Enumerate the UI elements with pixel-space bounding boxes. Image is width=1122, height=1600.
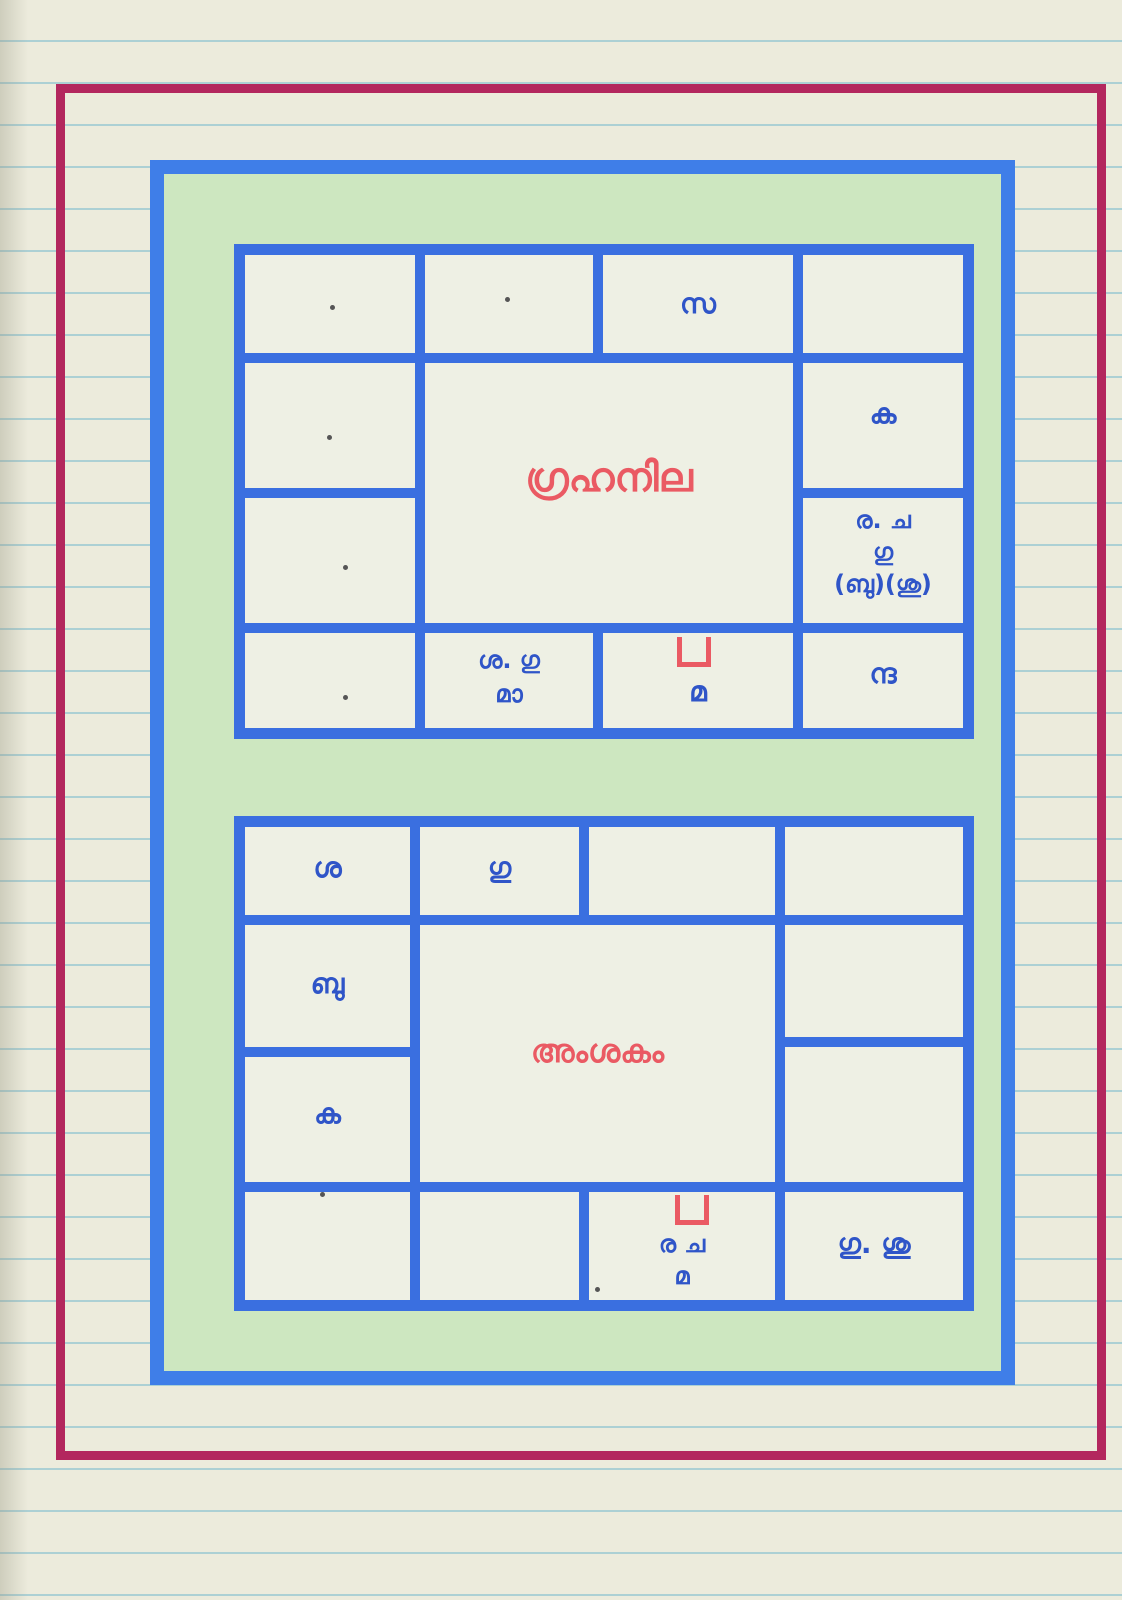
grid-line — [775, 827, 785, 1300]
grid-line — [410, 827, 420, 1300]
lagna-marker — [675, 1195, 709, 1225]
grid-line — [245, 488, 415, 498]
navamsa-cell-bottom-3-line2: മ — [674, 1262, 690, 1290]
pencil-mark — [343, 695, 348, 700]
grid-line — [245, 915, 963, 925]
navamsa-cell-top-1: ശ — [313, 851, 342, 884]
grid-line — [793, 255, 803, 728]
grid-line — [579, 1182, 589, 1300]
notebook-binding-shadow — [0, 0, 28, 1600]
rasi-cell-right-1: ക — [869, 397, 897, 430]
rasi-cell-bottom-2-line2: മാ — [495, 680, 523, 708]
navamsa-center-label: അംശകം — [530, 1032, 665, 1070]
navamsa-cell-left-2: ക — [314, 1097, 341, 1130]
pencil-mark — [320, 1192, 325, 1197]
lagna-marker — [677, 637, 711, 667]
navamsa-chart — [234, 816, 974, 1311]
rasi-center-label: ഗ്രഹനില — [525, 455, 693, 501]
pencil-mark — [343, 565, 348, 570]
rasi-cell-right-2-line1: ര. ച — [855, 506, 911, 534]
pencil-mark — [595, 1287, 600, 1292]
grid-line — [245, 353, 963, 363]
rasi-cell-right-2-line2: ഗു — [872, 538, 894, 566]
navamsa-cell-left-1: ബു — [310, 967, 345, 1000]
grid-line — [245, 623, 963, 633]
grid-line — [579, 827, 589, 925]
rasi-cell-right-2-line3: (ബു)(ശു) — [834, 570, 932, 598]
navamsa-cell-top-2: ഗു — [487, 851, 512, 884]
grid-line — [785, 1037, 963, 1047]
grid-line — [245, 1047, 415, 1057]
pencil-mark — [330, 305, 335, 310]
rasi-chart — [234, 244, 974, 739]
pencil-mark — [505, 297, 510, 302]
horoscope-frame — [150, 160, 1015, 1385]
navamsa-cell-bottom-4: ഗു. ശു — [837, 1227, 911, 1260]
rasi-cell-top-3: സ — [680, 287, 716, 320]
rasi-cell-bottom-3: മ — [689, 675, 707, 708]
grid-line — [245, 1182, 963, 1192]
grid-line — [415, 255, 425, 728]
grid-line — [593, 623, 603, 728]
grid-line — [793, 488, 963, 498]
rasi-cell-bottom-4: ന്ദ — [869, 657, 897, 690]
pencil-mark — [327, 435, 332, 440]
navamsa-cell-bottom-3-line1: ര ച — [658, 1230, 706, 1258]
grid-line — [593, 255, 603, 353]
rasi-cell-bottom-2-line1: ശ. ഗു — [478, 646, 540, 674]
